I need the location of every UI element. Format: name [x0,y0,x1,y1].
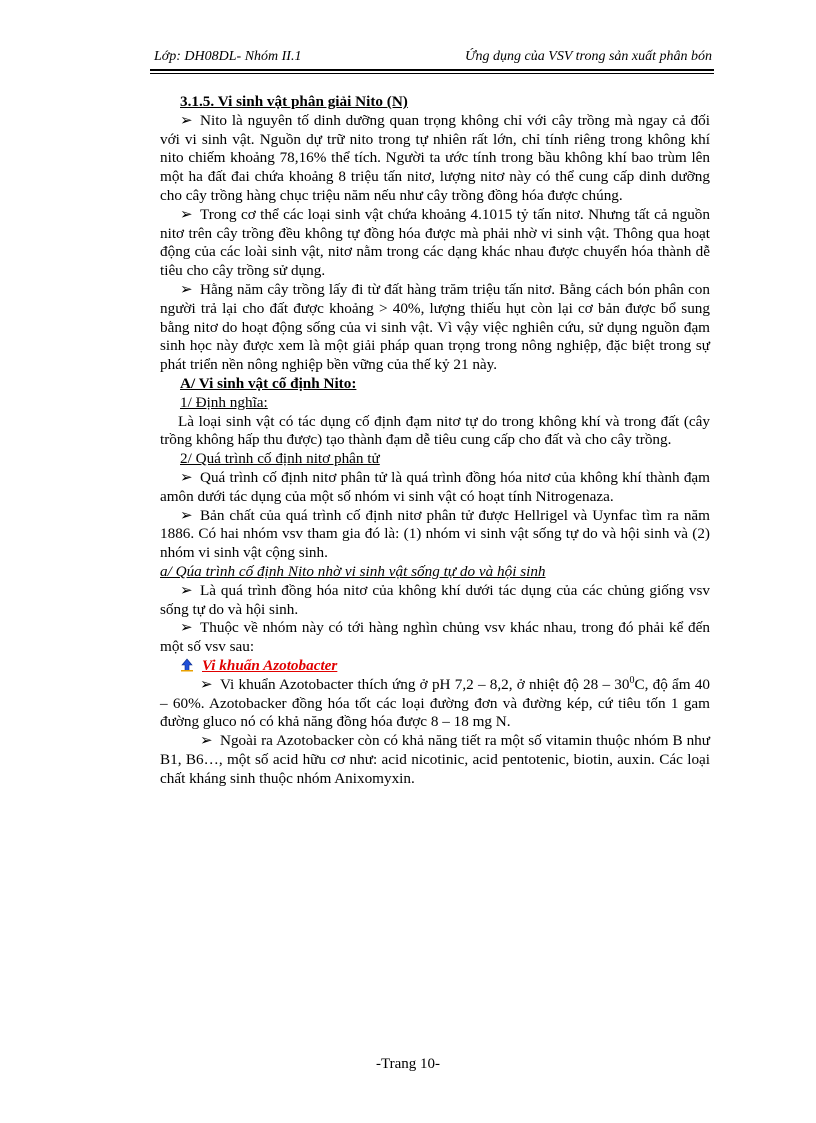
azotobacter-paragraph-2: ➢ Ngoài ra Azotobacker còn có khả năng tiết ra một số vitamin thuộc nhóm B như B1, B6…, một số acid hữu cơ như: acid nicotinic, acid pentotenic, biotin, auxin. Các loại chất kháng sinh thuộc nhóm Anixomyxin. [160,732,710,787]
arrow-bullet-icon: ➢ [200,675,213,693]
intro-paragraph-2: ➢ Trong cơ thể các loại sinh vật chứa khoảng 4.1015 tỷ tấn nitơ. Nhưng tất cả nguồn nitơ trên cây trồng đều không tự đồng hóa được mà phải nhờ vi sinh vật. Thông qua hoạt động của các loài sinh vật, nitơ nằm trong các dạng khác nhau được chuyển hóa thành dễ tiêu cho cây trồng sử dụng. [160,205,710,280]
process-paragraph-2: ➢ Bản chất của quá trình cố định nitơ phân tử được Hellrigel và Uynfac tìm ra năm 1886. Có hai nhóm vsv tham gia đó là: (1) nhóm vi sinh vật sống tự do và hội sinh và (2) nhóm vi sinh vật cộng sinh. [160,506,710,562]
arrow-bullet-icon: ➢ [180,280,193,298]
body-content [160,93,710,788]
subsection-paragraph-2: ➢ Thuộc về nhóm này có tới hàng nghìn chủng vsv khác nhau, trong đó phải kể đến một số vsv sau: [160,619,710,656]
arrow-bullet-icon: ➢ [180,468,193,486]
section-title: 3.1.5. Vi sinh vật phân giải Nito (N) [180,93,408,110]
header-divider-thick [150,69,714,71]
header-divider-thin [150,73,714,74]
intro-paragraph-1: ➢ Nito là nguyên tố dinh dưỡng quan trọng không chỉ với cây trồng mà ngay cả đối với vi sinh vật. Nguồn dự trữ nito trong tự nhiên rất lớn, chỉ tính riêng trong không khí nito chiếm khoảng 78,16% thể tích. Người ta ước tính trong bầu không khí bao trùm lên một ha đất đai chứa khoảng 8 triệu tấn nitơ, lượng nitơ này có thể cung cấp dinh dưỡng cho cây trồng hàng chục triệu năm nếu như cây trồng đồng hóa được chúng. [160,111,710,204]
page-number: -Trang 10- [375,1056,441,1072]
part-a-title: A/ Vi sinh vật cố định Nito: [180,374,357,392]
header-class-label: Lớp: DH08DL- Nhóm II.1 [154,49,302,64]
intro-paragraph-3: ➢ Hằng năm cây trồng lấy đi từ đất hàng trăm triệu tấn nitơ. Bằng cách bón phân con người trả lại cho đất được khoảng > 40%, lượng thiếu hụt còn lại cơ bản được bổ sung bằng nitơ do hoạt động sống của vi sinh vật. Vì vậy việc nghiên cứu, sử dụng nguồn đạm sinh học này được xem là một giải pháp quan trọng trong nông nghiệp, đặc biệt trong sự phát triển nền nông nghiệp bền vững của thế kỷ 21 này. [160,280,710,374]
azotobacter-title-line [160,657,710,676]
blue-arrow-icon [180,658,194,672]
arrow-bullet-icon: ➢ [200,732,213,750]
azotobacter-title: Vi khuẩn Azotobacter [202,656,338,674]
process-title: 2/ Quá trình cố định nitơ phân tử [180,450,380,468]
azotobacter-paragraph-1: ➢ Vi khuẩn Azotobacter thích ứng ở pH 7,2 – 8,2, ở nhiệt độ $28 - 30^0C$, độ ẩm 40 – 60%. Azotobacker đồng hóa tốt các loại đường đơn và đường kép, cứ tiêu tốn 1 gam đường gluco nó có khả năng đồng hóa được 8 – 18 mg N. [160,674,711,731]
page-header [150,44,712,66]
definition-text: Là loại sinh vật có tác dụng cố định đạm nitơ tự do trong không khí và trong đất (cây trồng không hấp thu được) tạo thành đạm dễ tiêu cung cấp cho đất và cho cây trồng. [160,412,710,449]
subsection-paragraph-1: ➢ Là quá trình đồng hóa nitơ của không khí dưới tác dụng của các chủng giống vsv sống tự do và hội sinh. [160,581,710,618]
arrow-bullet-icon: ➢ [180,506,193,524]
process-paragraph-1: ➢ Quá trình cố định nitơ phân tử là quá trình đồng hóa nitơ của không khí thành đạm amôn dưới tác dụng của một số nhóm vi sinh vật có hoạt tính Nitrogenaza. [160,468,710,505]
subsection-a-title: a/ Qúa trình cố định Nito nhờ vi sinh vật sống tự do và hội sinh [160,562,546,580]
header-document-title: Ứng dụng của VSV trong sản xuất phân bón [465,49,712,64]
arrow-bullet-icon: ➢ [180,619,193,637]
definition-title: 1/ Định nghĩa: [180,393,268,411]
arrow-bullet-icon: ➢ [180,205,193,223]
arrow-bullet-icon: ➢ [180,581,193,599]
arrow-bullet-icon: ➢ [180,111,193,129]
